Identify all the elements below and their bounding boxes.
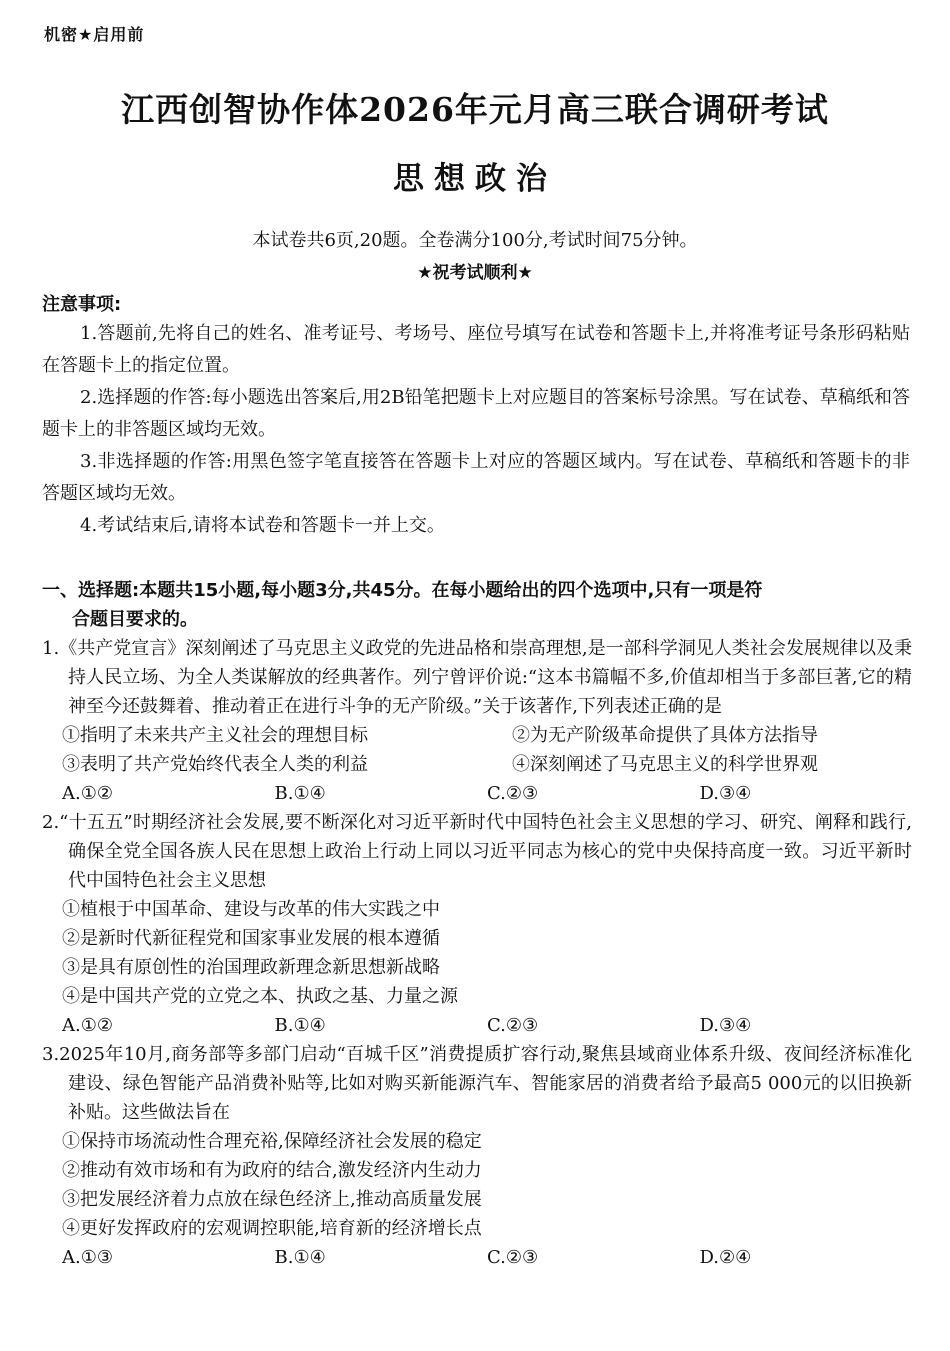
option-row: [42, 750, 912, 779]
confidential-label: 机密★启用前: [44, 25, 145, 44]
question-3: [42, 1040, 912, 1272]
statement-option: ④更好发挥政府的宏观调控职能,培育新的经济增长点: [62, 1218, 482, 1239]
exam-title: 江西创智协作体2026年元月高三联合调研考试: [121, 90, 829, 129]
section-heading-line1: 一、选择题:本题共15小题,每小题3分,共45分。在每小题给出的四个选项中,只有一项是符: [42, 580, 763, 601]
notes-heading: 注意事项:: [42, 294, 122, 315]
question-1: [42, 634, 912, 808]
answer-choices: [42, 779, 912, 808]
subject-title: 思想政治: [393, 161, 557, 197]
statement-option: ④是中国共产党的立党之本、执政之基、力量之源: [62, 986, 458, 1007]
good-luck-line: ★祝考试顺利★: [417, 263, 533, 283]
statement-option: ①指明了未来共产主义社会的理想目标: [62, 725, 368, 746]
option-row: [42, 721, 912, 750]
section-heading: [42, 576, 912, 634]
question-list: [42, 634, 912, 1272]
note-item: 4.考试结束后,请将本试卷和答题卡一并上交。: [80, 515, 445, 536]
note-item: 1.答题前,先将自己的姓名、准考证号、考场号、座位号填写在试卷和答题卡上,并将准考证号条形码粘贴在答题卡上的指定位置。: [42, 323, 910, 376]
statement-option: ②推动有效市场和有为政府的结合,激发经济内生动力: [62, 1160, 482, 1181]
notes-list: [42, 318, 910, 542]
answer-choice: A.①②: [62, 1015, 113, 1036]
statement-option: ③把发展经济着力点放在绿色经济上,推动高质量发展: [62, 1189, 482, 1210]
statement-option: ③是具有原创性的治国理政新理念新思想新战略: [62, 957, 440, 978]
statement-option: ①植根于中国革命、建设与改革的伟大实践之中: [62, 899, 440, 920]
answer-choice: D.②④: [699, 1247, 752, 1268]
answer-choice: A.①③: [62, 1247, 113, 1268]
exam-info: 本试卷共6页,20题。全卷满分100分,考试时间75分钟。: [252, 230, 698, 251]
question-stem: 2.“十五五”时期经济社会发展,要不断深化对习近平新时代中国特色社会主义思想的学习、研究、阐释和践行,确保全党全国各族人民在思想上政治上行动上同以习近平同志为核心的党中央保持高度一致。习近平新时代中国特色社会主义思想: [42, 812, 912, 891]
answer-choice: B.①④: [274, 783, 326, 804]
statement-option: ②为无产阶级革命提供了具体方法指导: [512, 725, 818, 746]
question-2: [42, 808, 912, 1040]
note-item: 2.选择题的作答:每小题选出答案后,用2B铅笔把题卡上对应题目的答案标号涂黑。写在试卷、草稿纸和答题卡上的非答题区域均无效。: [42, 387, 910, 440]
question-stem: 1.《共产党宣言》深刻阐述了马克思主义政党的先进品格和崇高理想,是一部科学洞见人类社会发展规律以及秉持人民立场、为全人类谋解放的经典著作。列宁曾评价说:“这本书篇幅不多,价值却相当于多部巨著,它的精神至今还鼓舞着、推动着正在进行斗争的无产阶级。”关于该著作,下列表述正确的是: [42, 638, 912, 717]
answer-choice: D.③④: [699, 783, 752, 804]
answer-choice: B.①④: [274, 1247, 326, 1268]
statement-option: ③表明了共产党始终代表全人类的利益: [62, 754, 368, 775]
answer-choices: [42, 1243, 912, 1272]
answer-choice: D.③④: [699, 1015, 752, 1036]
answer-choice: C.②③: [487, 783, 539, 804]
section-heading-line2: 合题目要求的。: [72, 609, 198, 630]
answer-choices: [42, 1011, 912, 1040]
answer-choice: A.①②: [62, 783, 113, 804]
statement-option: ④深刻阐述了马克思主义的科学世界观: [512, 754, 818, 775]
answer-choice: B.①④: [274, 1015, 326, 1036]
question-stem: 3.2025年10月,商务部等多部门启动“百城千区”消费提质扩容行动,聚焦县域商业体系升级、夜间经济标准化建设、绿色智能产品消费补贴等,比如对购买新能源汽车、智能家居的消费者给予最高5 000元的以旧换新补贴。这些做法旨在: [42, 1044, 912, 1123]
note-item: 3.非选择题的作答:用黑色签字笔直接答在答题卡上对应的答题区域内。写在试卷、草稿纸和答题卡的非答题区域均无效。: [42, 451, 910, 504]
answer-choice: C.②③: [487, 1015, 539, 1036]
statement-option: ②是新时代新征程党和国家事业发展的根本遵循: [62, 928, 440, 949]
statement-option: ①保持市场流动性合理充裕,保障经济社会发展的稳定: [62, 1131, 482, 1152]
answer-choice: C.②③: [487, 1247, 539, 1268]
